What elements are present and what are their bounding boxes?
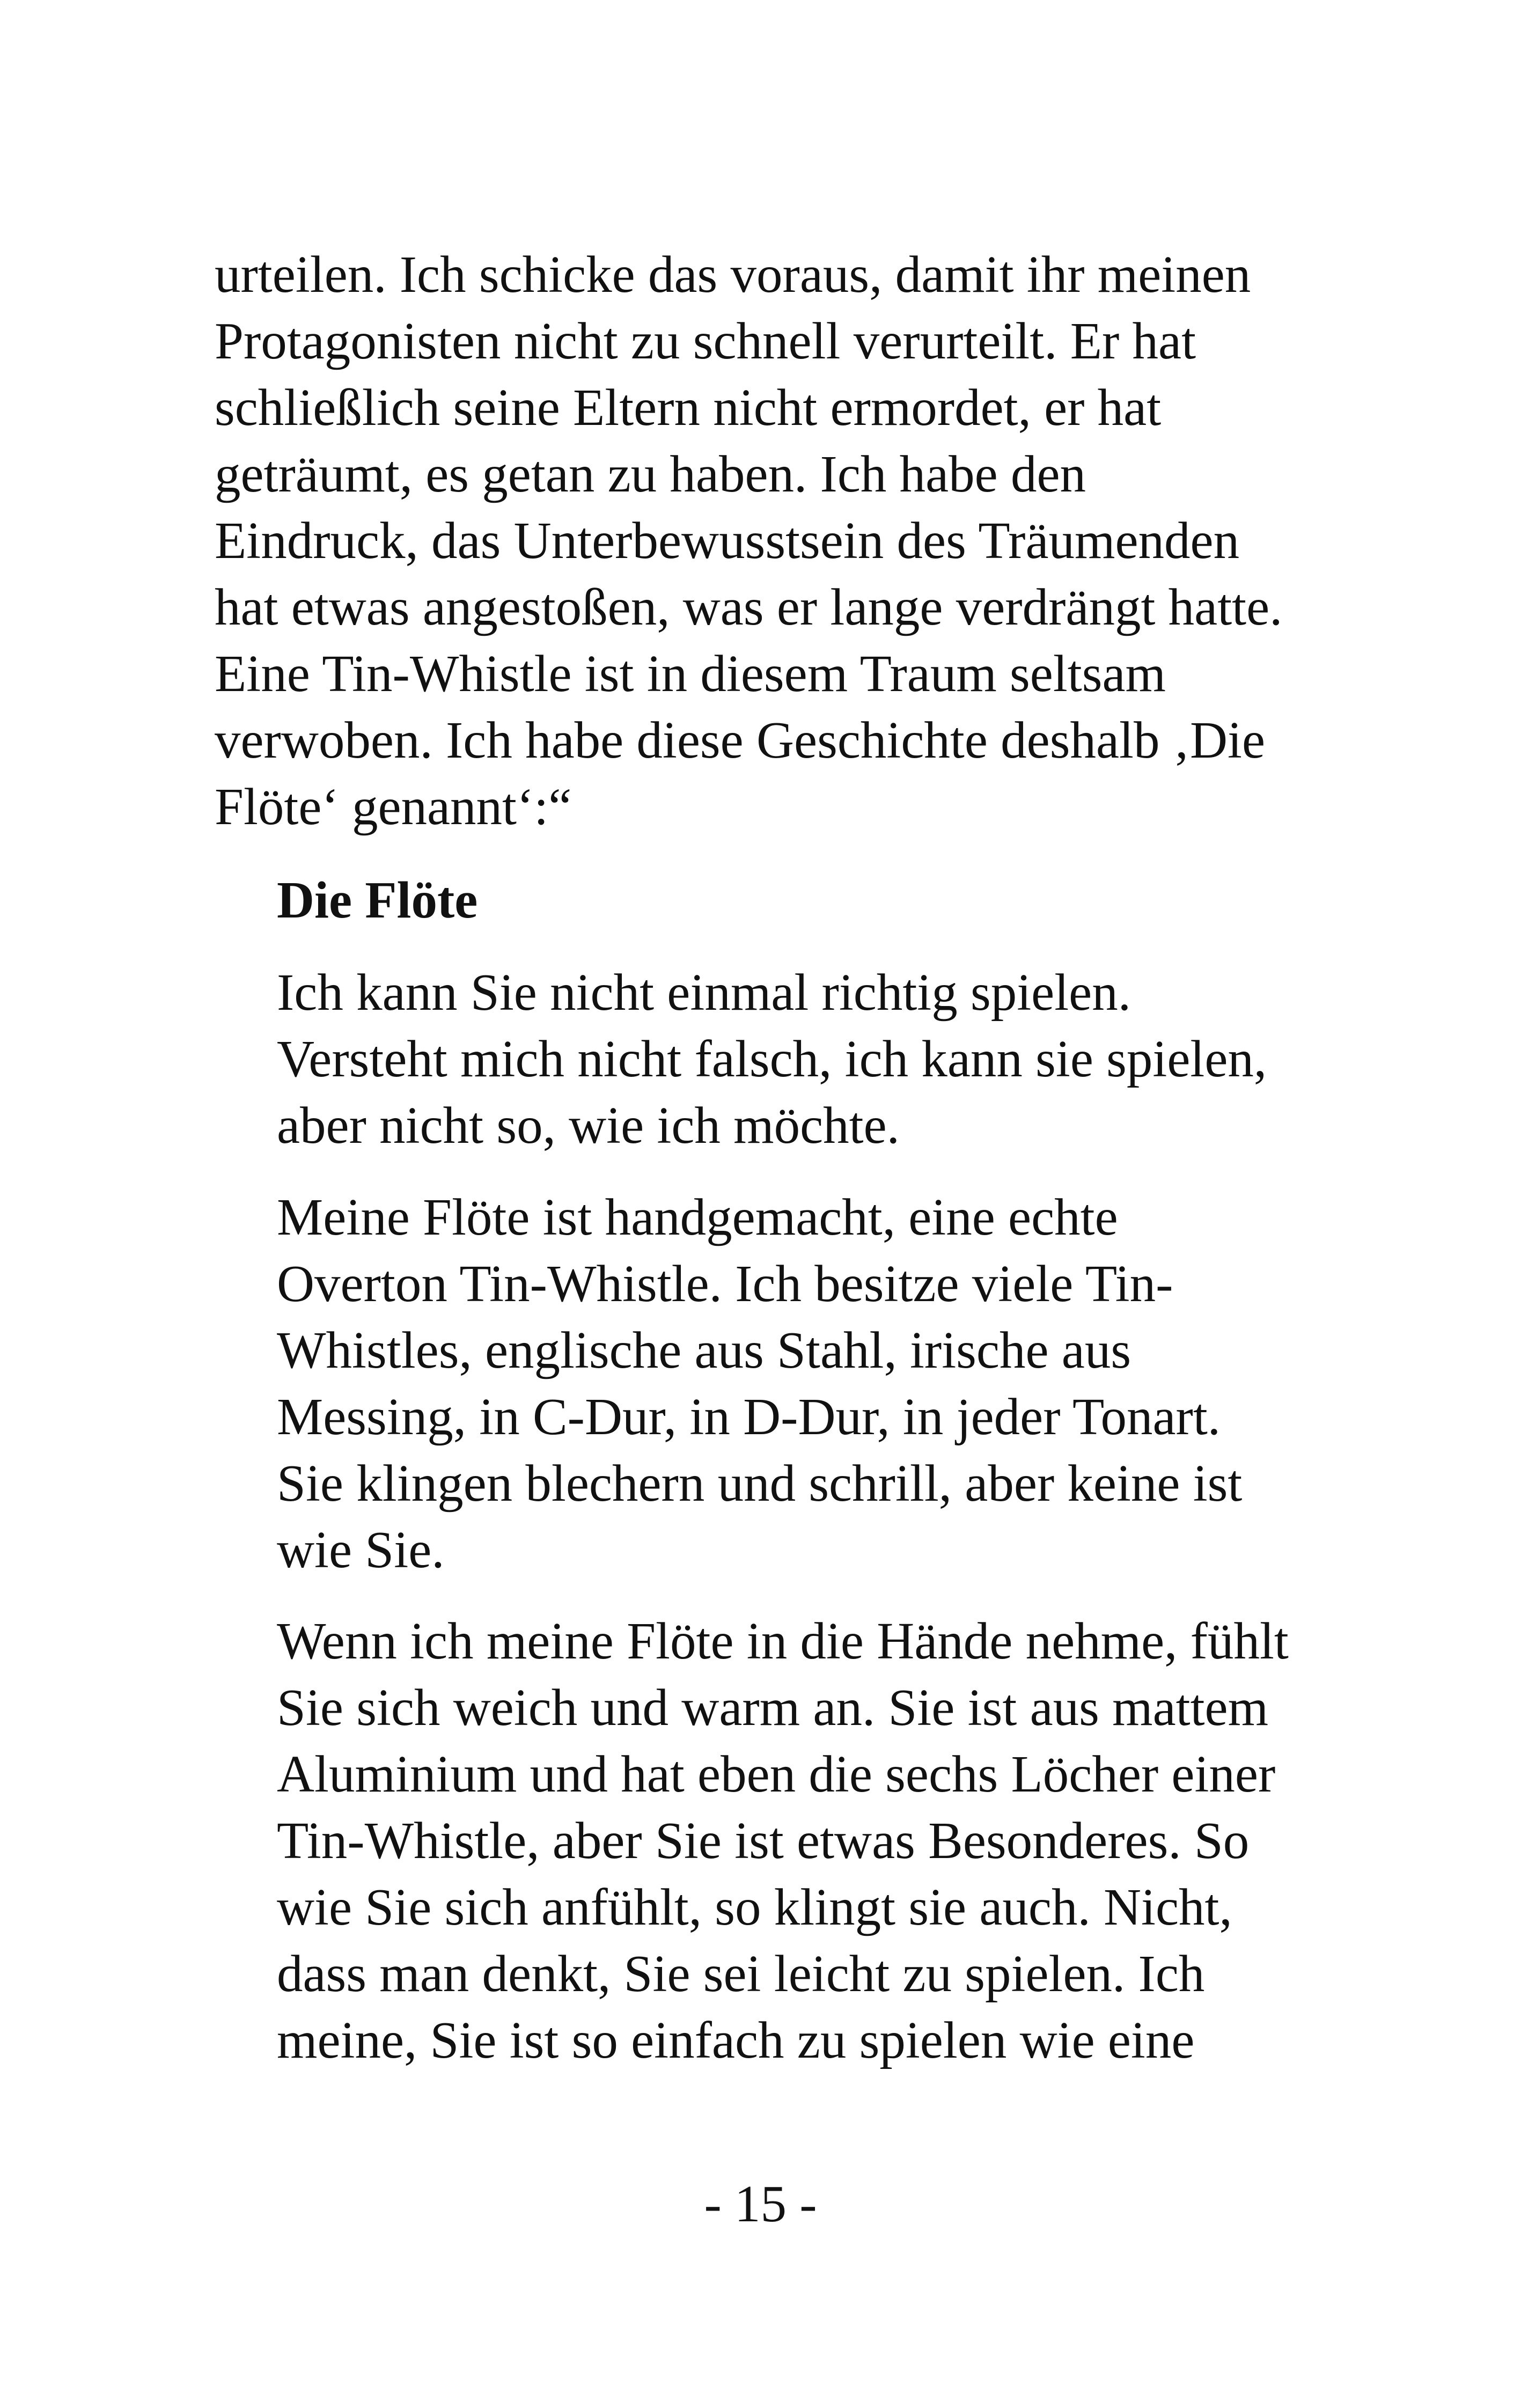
story-paragraph: Meine Flöte ist handgemacht, eine echte Overton Tin-Whistle. Ich besitze viele Tin- Whistles, englische aus Stahl, irische aus Messing, in C-Dur, in D-Dur, in jeder Tonart. Sie klingen blechern und schrill, aber keine ist wie Sie. (277, 1188, 1243, 1579)
story-title: Die Flöte (277, 871, 478, 929)
story-paragraph: Ich kann Sie nicht einmal richtig spielen. Versteht mich nicht falsch, ich kann sie spielen, aber nicht so, wie ich möchte. (277, 964, 1267, 1154)
intro-paragraph: urteilen. Ich schicke das voraus, damit ihr meinen Protagonisten nicht zu schnell verurteilt. Er hat schließlich seine Eltern nicht ermordet, er hat geträumt, es getan zu haben. Ich habe den Eindruck, das Unterbewusstsein des Träumenden hat etwas angestoßen, was er lange verdrängt hatte. Eine Tin-Whistle ist in diesem Traum seltsam verwoben. Ich habe diese Geschichte deshalb ‚Die Flöte‘ genannt‘:“ (215, 246, 1283, 835)
story-paragraph: Wenn ich meine Flöte in die Hände nehme, fühlt Sie sich weich und warm an. Sie ist aus mattem Aluminium und hat eben die sechs Löcher einer Tin-Whistle, aber Sie ist etwas Besonderes. So wie Sie sich anfühlt, so klingt sie auch. Nicht, dass man denkt, Sie sei leicht zu spielen. Ich meine, Sie ist so einfach zu spielen wie eine (277, 1612, 1289, 2069)
page-number: - 15 - (704, 2175, 817, 2233)
